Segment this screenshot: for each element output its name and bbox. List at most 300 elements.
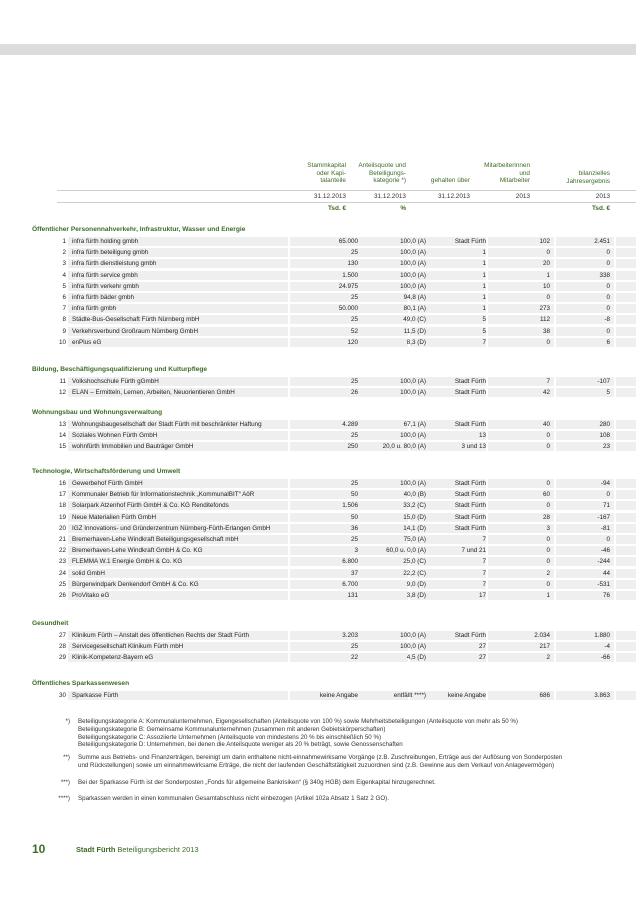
table-row — [32, 557, 636, 566]
anteilsquote-value: entfällt ****) — [393, 692, 426, 699]
col-date-mitarbeiter: 2013 — [515, 193, 530, 200]
table-row — [32, 631, 636, 640]
stammkapital-value: 6.700 — [342, 580, 358, 588]
stammkapital-value: 120 — [347, 338, 358, 346]
stammkapital-value: 4.289 — [342, 421, 358, 428]
row-cell-bg — [616, 591, 636, 600]
jahresergebnis-value: -8 — [604, 316, 610, 324]
table-row — [32, 377, 636, 386]
mitarbeiter-value: 0 — [546, 580, 550, 588]
row-number: 3 — [62, 260, 66, 268]
row-number: 25 — [58, 580, 66, 588]
table-row — [32, 431, 636, 440]
jahresergebnis-value: 0 — [606, 294, 610, 301]
company-name: Volkshochschule Fürth gGmbH — [72, 378, 159, 385]
mitarbeiter-value: 0 — [546, 443, 550, 451]
gehalten-value: Stadt Fürth — [454, 502, 486, 510]
row-number: 8 — [62, 316, 66, 324]
stammkapital-value: keine Angabe — [319, 692, 358, 699]
row-number: 16 — [58, 480, 66, 487]
section-title: Gesundheit — [32, 620, 69, 627]
company-name: Kommunaler Betrieb für Informationstechnik „KommunalBIT“ AöR — [72, 491, 255, 499]
row-cell-bg — [616, 501, 636, 510]
anteilsquote-value: 14,1 (D) — [403, 524, 426, 532]
jahresergebnis-value: 0 — [606, 305, 610, 313]
row-number: 20 — [58, 524, 66, 532]
mitarbeiter-value: 0 — [546, 432, 550, 440]
col-header-gehalten: gehalten über — [430, 177, 470, 184]
mitarbeiter-value: 686 — [539, 692, 550, 699]
company-name: infra fürth gmbh — [72, 305, 117, 313]
stammkapital-value: 25 — [350, 316, 358, 324]
anteilsquote-value: 11,5 (D) — [403, 327, 426, 335]
mitarbeiter-value: 7 — [546, 378, 550, 385]
jahresergebnis-value: -167 — [597, 513, 610, 521]
row-number: 18 — [58, 502, 66, 510]
row-cell-bg — [616, 691, 636, 700]
anteilsquote-value: 94,8 (A) — [403, 294, 426, 301]
gehalten-value: 7 — [482, 580, 486, 588]
row-number: 9 — [62, 327, 66, 335]
anteilsquote-value: 100,0 (A) — [400, 378, 426, 385]
row-cell-bg — [616, 569, 636, 578]
stammkapital-value: 24.975 — [338, 282, 358, 290]
jahresergebnis-value: 108 — [599, 432, 610, 440]
mitarbeiter-value: 42 — [542, 389, 550, 397]
section-title: Technologie, Wirtschaftsförderung und Umwelt — [32, 468, 181, 475]
anteilsquote-value: 25,0 (C) — [403, 558, 426, 566]
row-number: 15 — [58, 443, 66, 451]
footer-title — [76, 845, 198, 854]
row-cell-bg — [616, 653, 636, 662]
company-name: infra fürth dienstleistung gmbh — [72, 260, 157, 268]
row-cell-bg — [616, 338, 636, 347]
row-cell-bg — [616, 535, 636, 544]
table-row — [32, 546, 636, 555]
footnote-line: Beteiligungskategorie B: Gemeinsame Kommunalunternehmen (zusammen mit anderen Gebietskörperschaften) — [78, 725, 386, 733]
jahresergebnis-value: 0 — [606, 327, 610, 335]
section-title: Bildung, Beschäftigungsqualifizierung und Kulturpflege — [32, 366, 208, 373]
col-header-jahresergebnis: bilanzielles Jahresergebnis — [566, 170, 610, 185]
company-name: Bürgerwindpark Denkendorf GmbH & Co. KG — [72, 580, 199, 588]
row-number: 14 — [58, 432, 66, 440]
gehalten-value: Stadt Fürth — [454, 513, 486, 521]
col-header-mitarbeiter: Mitarbeiterinnen und Mitarbeiter — [484, 162, 530, 185]
company-name: FLEMMA W.1 Energie GmbH & Co. KG — [72, 558, 183, 566]
jahresergebnis-value: 280 — [599, 421, 610, 428]
table-row — [32, 490, 636, 499]
row-number: 7 — [62, 305, 66, 313]
header-rule-1 — [57, 190, 636, 191]
anteilsquote-value: 8,3 (D) — [406, 338, 426, 346]
row-number: 22 — [58, 547, 66, 555]
row-cell-bg — [616, 546, 636, 555]
gehalten-value: 13 — [478, 432, 486, 440]
table-row — [32, 315, 636, 324]
company-name: Soziales Wohnen Fürth GmbH — [72, 432, 158, 440]
row-cell-bg — [616, 248, 636, 257]
gehalten-value: 3 und 13 — [461, 443, 486, 451]
mitarbeiter-value: 1 — [546, 592, 550, 599]
footer-report: Beteiligungsbericht 2013 — [117, 845, 199, 854]
jahresergebnis-value: 3.863 — [594, 692, 610, 699]
anteilsquote-value: 33,2 (C) — [403, 502, 426, 510]
table-row — [32, 388, 636, 397]
mitarbeiter-value: 0 — [546, 502, 550, 510]
mitarbeiter-value: 20 — [542, 260, 550, 268]
gehalten-value: Stadt Fürth — [454, 491, 486, 499]
footnote-line: Sparkassen werden in einen kommunalen Gesamtabschluss nicht einbezogen (Artikel 102a Absatz 1 Satz 2 GO). — [78, 795, 389, 802]
gehalten-value: 7 — [482, 338, 486, 346]
stammkapital-value: 65.000 — [338, 238, 358, 245]
jahresergebnis-value: 2.451 — [594, 238, 610, 245]
company-name: ELAN – Ermitteln, Lernen, Arbeiten, Neuorientieren GmbH — [72, 389, 235, 397]
gehalten-value: Stadt Fürth — [454, 632, 486, 639]
stammkapital-value: 1.506 — [342, 502, 358, 510]
table-row — [32, 501, 636, 510]
row-number: 17 — [58, 491, 66, 499]
row-cell-bg — [616, 388, 636, 397]
company-name: Bremerhaven-Lehe Windkraft GmbH & Co. KG — [72, 547, 203, 555]
row-number: 29 — [58, 654, 66, 662]
row-number: 19 — [58, 513, 66, 521]
row-number: 24 — [58, 569, 66, 577]
mitarbeiter-value: 0 — [546, 547, 550, 555]
table-row — [32, 591, 636, 600]
table-row — [32, 580, 636, 589]
anteilsquote-value: 100,0 (A) — [400, 249, 426, 257]
jahresergebnis-value: -94 — [600, 480, 610, 487]
jahresergebnis-value: 23 — [602, 443, 610, 451]
header-rule-2 — [57, 202, 636, 203]
row-cell-bg — [616, 631, 636, 640]
stammkapital-value: 50 — [350, 491, 358, 499]
gehalten-value: 1 — [482, 294, 486, 301]
page-number: 10 — [32, 842, 46, 856]
footnote-line: Beteiligungskategorie A: Kommunalunternehmen, Eigengesellschaften (Anteilsquote von 100 %) sowie Mehrheitsbeteiligungen (Anteilsquote von mehr als 50 %) — [78, 718, 518, 725]
gehalten-value: 5 — [482, 316, 486, 324]
stammkapital-value: 22 — [350, 654, 358, 662]
mitarbeiter-value: 0 — [546, 480, 550, 487]
anteilsquote-value: 100,0 (A) — [400, 632, 426, 639]
company-name: IGZ Innovations- und Gründerzentrum Nürnberg-Fürth-Erlangen GmbH — [72, 524, 271, 532]
company-name: Servicegesellschaft Klinikum Fürth mbH — [72, 643, 184, 651]
stammkapital-value: 131 — [347, 592, 358, 599]
table-row — [32, 691, 636, 700]
stammkapital-value: 36 — [350, 524, 358, 532]
company-name: infra fürth beteiligung gmbh — [72, 249, 149, 257]
company-name: infra fürth bäder gmbh — [72, 294, 134, 301]
jahresergebnis-value: -66 — [600, 654, 610, 662]
anteilsquote-value: 100,0 (A) — [400, 643, 426, 651]
anteilsquote-value: 80,1 (A) — [403, 305, 426, 313]
anteilsquote-value: 22,2 (C) — [403, 569, 426, 577]
footnote-line: Bei der Sparkasse Fürth ist der Sonderposten „Fonds für allgemeine Bankrisiken“ (§ 340g HGB) dem Eigenkapital hinzugerechnet. — [78, 779, 436, 786]
jahresergebnis-value: -531 — [597, 580, 610, 588]
jahresergebnis-value: 0 — [606, 491, 610, 499]
gehalten-value: 27 — [478, 654, 486, 662]
stammkapital-value: 25 — [350, 378, 358, 385]
stammkapital-value: 37 — [350, 569, 358, 577]
gehalten-value: 1 — [482, 305, 486, 313]
row-cell-bg — [616, 282, 636, 291]
row-cell-bg — [616, 490, 636, 499]
gehalten-value: Stadt Fürth — [454, 238, 486, 245]
gehalten-value: 1 — [482, 271, 486, 279]
stammkapital-value: 50 — [350, 513, 358, 521]
anteilsquote-value: 20,0 u. 80,0 (A) — [382, 443, 426, 451]
table-row — [32, 420, 636, 429]
mitarbeiter-value: 28 — [542, 513, 550, 521]
mitarbeiter-value: 2 — [546, 569, 550, 577]
footnote-line: Summe aus Betriebs- und Finanzerträgen, bereinigt um darin enthaltene nicht-einnahmewirksame Vorgänge (z.B. Zuschreibungen, Erträge aus der Auflösung von Sonderposten — [78, 754, 563, 761]
stammkapital-value: 25 — [350, 536, 358, 543]
footnote-line: Beteiligungskategorie C: Assoziierte Unternehmen (Anteilsquote von mindestens 20 % bis einschließlich 50 %) — [78, 733, 382, 741]
anteilsquote-value: 75,0 (A) — [403, 536, 426, 543]
row-number: 26 — [58, 592, 66, 599]
table-row — [32, 237, 636, 246]
table-row — [32, 259, 636, 268]
jahresergebnis-value: 338 — [599, 271, 610, 279]
col-header-anteilsquote: Anteilsquote und Beteiligungs- kategorie *) — [358, 162, 406, 185]
anteilsquote-value: 100,0 (A) — [400, 260, 426, 268]
company-name: infra fürth holding gmbh — [72, 238, 139, 245]
table-row — [32, 304, 636, 313]
stammkapital-value: 250 — [347, 443, 358, 451]
row-number: 30 — [58, 692, 66, 699]
table-row — [32, 293, 636, 302]
jahresergebnis-value: 0 — [606, 282, 610, 290]
jahresergebnis-value: 76 — [602, 592, 610, 599]
mitarbeiter-value: 38 — [542, 327, 550, 335]
row-number: 10 — [58, 338, 66, 346]
table-row — [32, 338, 636, 347]
row-cell-bg — [616, 420, 636, 429]
anteilsquote-value: 4,5 (D) — [406, 654, 426, 662]
stammkapital-value: 25 — [350, 432, 358, 440]
jahresergebnis-value: 1.880 — [594, 632, 610, 639]
anteilsquote-value: 67,1 (A) — [403, 421, 426, 428]
stammkapital-value: 25 — [350, 643, 358, 651]
section-title: Wohnungsbau und Wohnungsverwaltung — [32, 409, 163, 416]
stammkapital-value: 3.203 — [342, 632, 358, 639]
col-unit-stammkapital: Tsd. € — [328, 205, 346, 212]
stammkapital-value: 3 — [354, 547, 358, 555]
mitarbeiter-value: 112 — [539, 316, 550, 324]
table-row — [32, 535, 636, 544]
company-name: Städte-Bus-Gesellschaft Fürth Nürnberg mbH — [72, 316, 200, 324]
row-number: 13 — [58, 421, 66, 428]
table-row — [32, 282, 636, 291]
col-date-jahresergebnis: 2013 — [595, 193, 610, 200]
gehalten-value: Stadt Fürth — [454, 389, 486, 397]
table-row — [32, 248, 636, 257]
company-name: Gewerbehof Fürth GmbH — [72, 480, 143, 487]
stammkapital-value: 26 — [350, 389, 358, 397]
anteilsquote-value: 40,0 (B) — [403, 491, 426, 499]
mitarbeiter-value: 273 — [539, 305, 550, 313]
mitarbeiter-value: 3 — [546, 524, 550, 532]
col-date-gehalten: 31.12.2013 — [438, 193, 470, 200]
table-row — [32, 442, 636, 451]
gehalten-value: 7 und 21 — [461, 547, 486, 555]
jahresergebnis-value: -4 — [604, 643, 610, 651]
jahresergebnis-value: 0 — [606, 536, 610, 543]
row-number: 2 — [62, 249, 66, 257]
row-number: 4 — [62, 271, 66, 279]
company-name: Bremerhaven-Lehe Windkraft Beteiligungsgesellschaft mbH — [72, 536, 239, 543]
stammkapital-value: 25 — [350, 294, 358, 301]
footnote-mark: *) — [65, 718, 70, 725]
mitarbeiter-value: 2.034 — [534, 632, 550, 639]
gehalten-value: 17 — [478, 592, 486, 599]
footer-city: Stadt Fürth — [76, 845, 116, 854]
mitarbeiter-value: 10 — [542, 282, 550, 290]
mitarbeiter-value: 0 — [546, 249, 550, 257]
table-row — [32, 524, 636, 533]
row-cell-bg — [616, 524, 636, 533]
gehalten-value: 5 — [482, 327, 486, 335]
anteilsquote-value: 100,0 (A) — [400, 389, 426, 397]
company-name: Klinik-Kompetenz-Bayern eG — [72, 654, 154, 662]
anteilsquote-value: 100,0 (A) — [400, 238, 426, 245]
row-number: 1 — [62, 238, 66, 245]
row-cell-bg — [616, 315, 636, 324]
company-name: Wohnungsbaugesellschaft der Stadt Fürth mit beschränkter Haftung — [72, 421, 262, 428]
mitarbeiter-value: 0 — [546, 294, 550, 301]
gehalten-value: 27 — [478, 643, 486, 651]
stammkapital-value: 6.800 — [342, 558, 358, 566]
section-title: Öffentliches Sparkassenwesen — [32, 680, 130, 687]
section-title: Öffentlicher Personennahverkehr, Infrastruktur, Wasser und Energie — [32, 226, 246, 233]
row-cell-bg — [616, 304, 636, 313]
mitarbeiter-value: 0 — [546, 338, 550, 346]
row-cell-bg — [616, 271, 636, 280]
company-name: solid GmbH — [72, 569, 105, 577]
col-date-anteilsquote: 31.12.2013 — [374, 193, 406, 200]
row-number: 12 — [58, 389, 66, 397]
company-name: Neue Materialien Fürth GmbH — [72, 513, 156, 521]
anteilsquote-value: 15,0 (D) — [403, 513, 426, 521]
company-name: infra fürth verkehr gmbh — [72, 282, 139, 290]
mitarbeiter-value: 102 — [539, 238, 550, 245]
mitarbeiter-value: 60 — [542, 491, 550, 499]
jahresergebnis-value: -81 — [600, 524, 610, 532]
jahresergebnis-value: 0 — [606, 249, 610, 257]
stammkapital-value: 25 — [350, 249, 358, 257]
stammkapital-value: 1.500 — [342, 271, 358, 279]
row-cell-bg — [616, 293, 636, 302]
table-row — [32, 271, 636, 280]
row-cell-bg — [616, 580, 636, 589]
row-cell-bg — [616, 642, 636, 651]
row-cell-bg — [616, 513, 636, 522]
company-name: ProVitako eG — [72, 592, 110, 599]
mitarbeiter-value: 1 — [546, 271, 550, 279]
gehalten-value: 7 — [482, 536, 486, 543]
anteilsquote-value: 60,0 u. 0,0 (A) — [386, 547, 426, 555]
row-cell-bg — [616, 557, 636, 566]
table-row — [32, 513, 636, 522]
row-cell-bg — [616, 377, 636, 386]
mitarbeiter-value: 0 — [546, 536, 550, 543]
jahresergebnis-value: -46 — [600, 547, 610, 555]
jahresergebnis-value: 71 — [602, 502, 610, 510]
table-row — [32, 479, 636, 488]
anteilsquote-value: 100,0 (A) — [400, 432, 426, 440]
anteilsquote-value: 100,0 (A) — [400, 271, 426, 279]
gehalten-value: 7 — [482, 569, 486, 577]
footnote-line: und Rückstellungen) sowie um einnahmewirksame Erträge, die nicht der laufenden Geschäftstätigkeit zuzuordnen sind (z.B. Gewinne aus dem Verkauf von Anlagevermögen) — [78, 761, 555, 769]
anteilsquote-value: 49,0 (C) — [403, 316, 426, 324]
anteilsquote-value: 3,8 (D) — [406, 592, 426, 599]
gehalten-value: Stadt Fürth — [454, 421, 486, 428]
table-row — [32, 642, 636, 651]
jahresergebnis-value: -107 — [597, 378, 610, 385]
col-date-stammkapital: 31.12.2013 — [314, 193, 346, 200]
jahresergebnis-value: -244 — [597, 558, 610, 566]
mitarbeiter-value: 0 — [546, 558, 550, 566]
row-cell-bg — [616, 431, 636, 440]
row-cell-bg — [616, 479, 636, 488]
company-name: enPlus eG — [72, 338, 102, 346]
table-row — [32, 327, 636, 336]
jahresergebnis-value: 5 — [606, 389, 610, 397]
gehalten-value: Stadt Fürth — [454, 480, 486, 487]
mitarbeiter-value: 217 — [539, 643, 550, 651]
row-number: 5 — [62, 282, 66, 290]
col-unit-jahresergebnis: Tsd. € — [592, 205, 610, 212]
top-gray-band — [0, 44, 636, 55]
gehalten-value: 1 — [482, 282, 486, 290]
table-row — [32, 569, 636, 578]
gehalten-value: Stadt Fürth — [454, 524, 486, 532]
mitarbeiter-value: 2 — [546, 654, 550, 662]
company-name: Sparkasse Fürth — [72, 692, 119, 699]
anteilsquote-value: 100,0 (A) — [400, 480, 426, 487]
company-name: wohnfürth Immobilien und Bauträger GmbH — [72, 443, 194, 451]
row-cell-bg — [616, 237, 636, 246]
row-number: 23 — [58, 558, 66, 566]
row-cell-bg — [616, 442, 636, 451]
company-name: Verkehrsverbund Großraum Nürnberg GmbH — [72, 327, 198, 335]
stammkapital-value: 25 — [350, 480, 358, 487]
col-header-stammkapital: Stammkapital oder Kapi- talanteile — [307, 162, 346, 185]
anteilsquote-value: 9,0 (D) — [406, 580, 426, 588]
row-cell-bg — [616, 327, 636, 336]
gehalten-value: 1 — [482, 249, 486, 257]
mitarbeiter-value: 40 — [542, 421, 550, 428]
company-name: Klinikum Fürth – Anstalt des öffentlichen Rechts der Stadt Fürth — [72, 632, 249, 639]
row-number: 27 — [58, 632, 66, 639]
footnote-mark: ***) — [60, 779, 70, 786]
gehalten-value: Stadt Fürth — [454, 378, 486, 385]
row-number: 21 — [58, 536, 66, 543]
gehalten-value: 7 — [482, 558, 486, 566]
jahresergebnis-value: 0 — [606, 260, 610, 268]
gehalten-value: 1 — [482, 260, 486, 268]
footnote-mark: ****) — [58, 795, 70, 802]
table-row — [32, 653, 636, 662]
company-name: infra fürth service gmbh — [72, 271, 138, 279]
footnote-line: Beteiligungskategorie D: Unternehmen, bei denen die Anteilsquote weniger als 20 % beträgt, sowie Genossenschaften — [78, 741, 403, 749]
row-number: 6 — [62, 294, 66, 301]
col-unit-anteilsquote: % — [400, 205, 406, 212]
row-number: 28 — [58, 643, 66, 651]
row-cell-bg — [616, 259, 636, 268]
stammkapital-value: 52 — [350, 327, 358, 335]
stammkapital-value: 130 — [347, 260, 358, 268]
